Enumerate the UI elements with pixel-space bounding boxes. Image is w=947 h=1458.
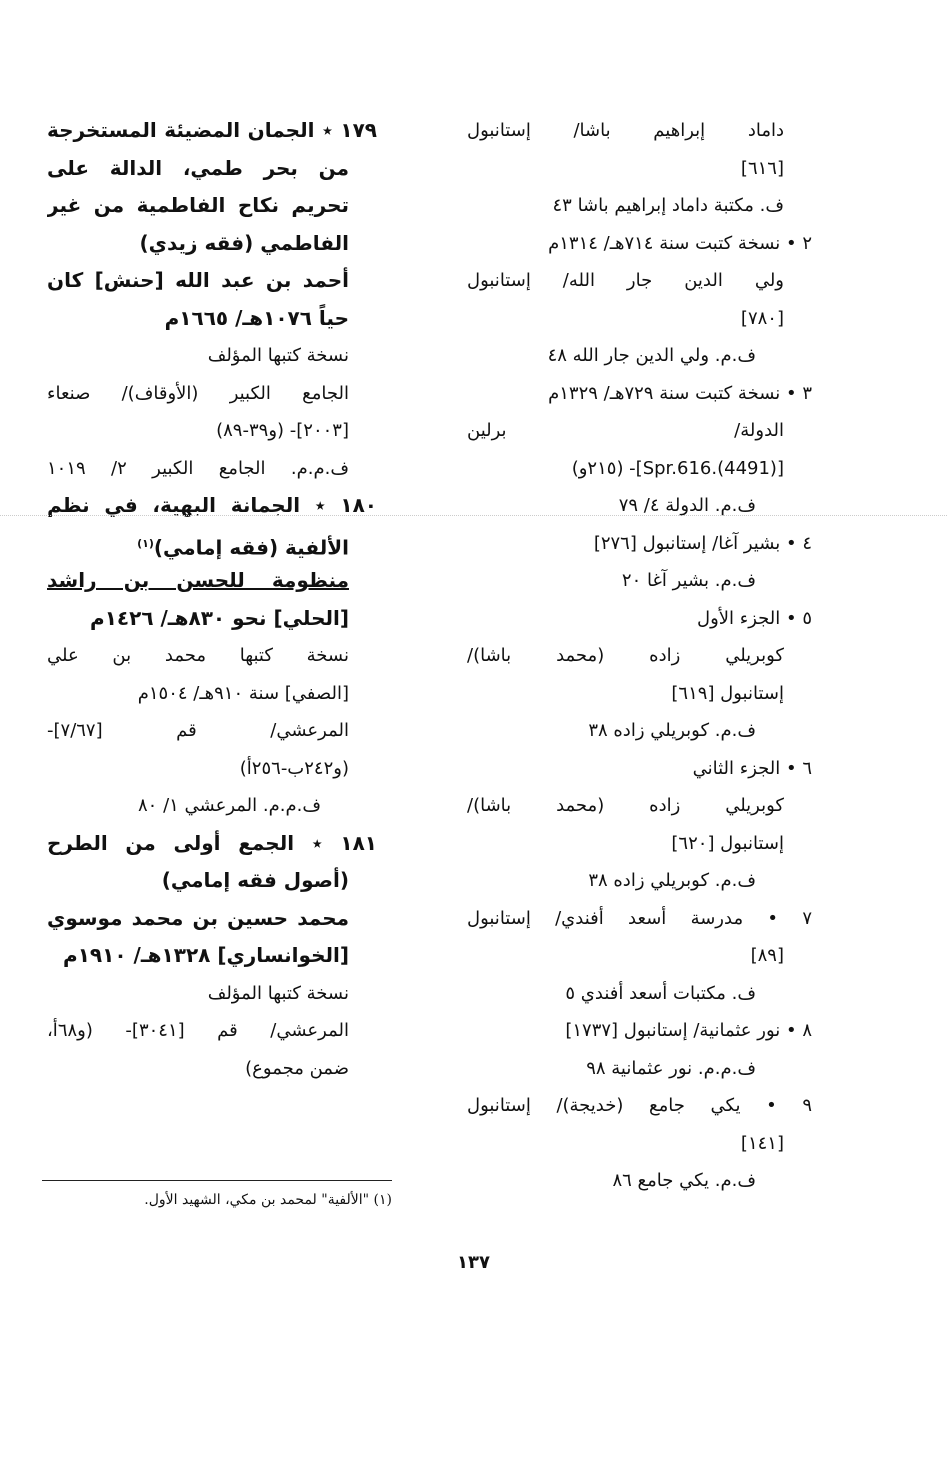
left-column-line: الفاطمي (فقه زيدي) bbox=[139, 230, 349, 255]
right-column-line: ف.م. ولي الدين جار الله ٤٨ bbox=[547, 345, 756, 366]
left-column-line: [الحلي] نحو ٨٣٠هـ/ ١٤٢٦م bbox=[90, 605, 349, 630]
right-column-line: داماد إبراهيم باشا/ إستانبول bbox=[467, 120, 784, 141]
left-column-line: [الخوانساري] ١٣٢٨هـ/ ١٩١٠م bbox=[63, 943, 349, 967]
right-column-line: ٩ • يكي جامع (خديجة)/ إستانبول bbox=[467, 1095, 812, 1116]
right-column bbox=[467, 112, 812, 1200]
left-column-line: ف.م.م. المرعشي ١/ ٨٠ bbox=[138, 795, 321, 816]
right-column-line: إستانبول [٦٢٠] bbox=[671, 832, 784, 854]
right-column-line: كوبريلي زاده (محمد باشا)/ bbox=[467, 645, 784, 666]
left-column-line: منظومة للحسن بن راشد bbox=[47, 568, 349, 592]
right-column-line: ٣ • نسخة كتبت سنة ٧٢٩هـ/ ١٣٢٩م bbox=[548, 382, 812, 404]
left-column-line: المرعشي/ قم [٣٠٤١]- (و٦٨أ، bbox=[47, 1020, 349, 1041]
scan-artifact-line bbox=[0, 515, 947, 516]
right-column-line: ف. مكتبة داماد إبراهيم باشا ٤٣ bbox=[552, 195, 784, 216]
footnote-divider bbox=[42, 1180, 392, 1181]
left-column-line: محمد حسين بن محمد موسوي bbox=[47, 905, 349, 930]
right-column-line: ٦ • الجزء الثاني bbox=[692, 757, 812, 779]
left-column-line: المرعشي/ قم [٧/٦٧]- bbox=[47, 720, 349, 741]
left-column-line: [الصفي] سنة ٩١٠هـ/ ١٥٠٤م bbox=[137, 682, 349, 704]
left-column-line: أحمد بن عبد الله [حنش] كان bbox=[47, 268, 349, 292]
left-column-line: من بحر طمي، الدالة على bbox=[47, 155, 349, 180]
right-column-line: ف. مكتبات أسعد أفندي ٥ bbox=[565, 982, 756, 1004]
right-column-line: [١٤١] bbox=[740, 1132, 784, 1154]
right-column-line: [٨٩] bbox=[750, 945, 784, 966]
right-column-line: ولي الدين جار الله/ إستانبول bbox=[467, 270, 784, 291]
right-column-line: ف.م. يكي جامع ٨٦ bbox=[612, 1170, 756, 1191]
page-number: ١٣٧ bbox=[457, 1252, 490, 1273]
left-column-line: ١٧٩ ٭ الجمان المضيئة المستخرجة bbox=[47, 118, 377, 142]
right-column-line: ٨ • نور عثمانية/ إستانبول [١٧٣٧] bbox=[565, 1020, 812, 1041]
footnote-marker: (١) bbox=[137, 536, 154, 550]
left-column-line: الجامع الكبير (الأوقاف)/ صنعاء bbox=[47, 382, 349, 404]
left-column-line: تحريم نكاح الفاطمية من غير bbox=[47, 193, 349, 217]
right-column-line: [٧٨٠] bbox=[740, 307, 784, 329]
left-column-line: ١٨١ ٭ الجمع أولى من الطرح bbox=[47, 830, 377, 855]
right-column-line: ٤ • بشير آغا/ إستانبول [٢٧٦] bbox=[593, 532, 812, 554]
right-column-line: [٦١٦] bbox=[740, 157, 784, 179]
right-column-line: ف.م.م. نور عثمانية ٩٨ bbox=[586, 1057, 756, 1079]
left-column-line: [٢٠٠٣]- (و٣٩-٨٩) bbox=[216, 420, 349, 441]
right-column-line: ف.م. كوبريلي زاده ٣٨ bbox=[588, 720, 756, 741]
right-column-line: ف.م. بشير آغا ٢٠ bbox=[621, 570, 756, 591]
left-column-line: نسخة كتبها المؤلف bbox=[207, 982, 349, 1004]
right-column-line: كوبريلي زاده (محمد باشا)/ bbox=[467, 795, 784, 816]
right-column-line: ٥ • الجزء الأول bbox=[697, 607, 812, 629]
right-column-line: ف.م. كوبريلي زاده ٣٨ bbox=[588, 870, 756, 891]
right-column-line: ٧ • مدرسة أسعد أفندي/ إستانبول bbox=[467, 907, 812, 929]
left-column-line: (أصول فقه إمامي) bbox=[161, 868, 349, 892]
right-column-line: إستانبول [٦١٩] bbox=[671, 682, 784, 704]
left-column-line: نسخة كتبها محمد بن علي bbox=[47, 645, 349, 666]
right-column-line: ف.م. الدولة ٤/ ٧٩ bbox=[618, 495, 756, 516]
right-column-line: ٢ • نسخة كتبت سنة ٧١٤هـ/ ١٣١٤م bbox=[548, 232, 812, 254]
left-column-line: ف.م.م. الجامع الكبير ٢/ ١٠١٩ bbox=[47, 457, 350, 479]
left-column-line: ١٨٠ ٭ الجمانة البهية، في نظم bbox=[47, 493, 377, 517]
right-column-line: [Spr.616.(4491)]- (٢١٥و) bbox=[571, 457, 784, 479]
left-column-line: (و٢٤٢ب-٢٥٦أ) bbox=[239, 757, 349, 779]
left-column-line: حياً ١٠٧٦هـ/ ١٦٦٥م bbox=[164, 305, 349, 330]
left-column-line: الألفية (فقه إمامي)$^{(١)}$ bbox=[137, 535, 349, 560]
left-column bbox=[47, 112, 377, 1087]
left-column-line: ضمن مجموع) bbox=[245, 1057, 349, 1079]
left-column-line: نسخة كتبها المؤلف bbox=[207, 345, 349, 366]
footnote: (١) "الألفية" لمحمد بن مكي، الشهيد الأول. bbox=[144, 1192, 392, 1208]
right-column-line: الدولة/ برلين bbox=[467, 420, 784, 441]
